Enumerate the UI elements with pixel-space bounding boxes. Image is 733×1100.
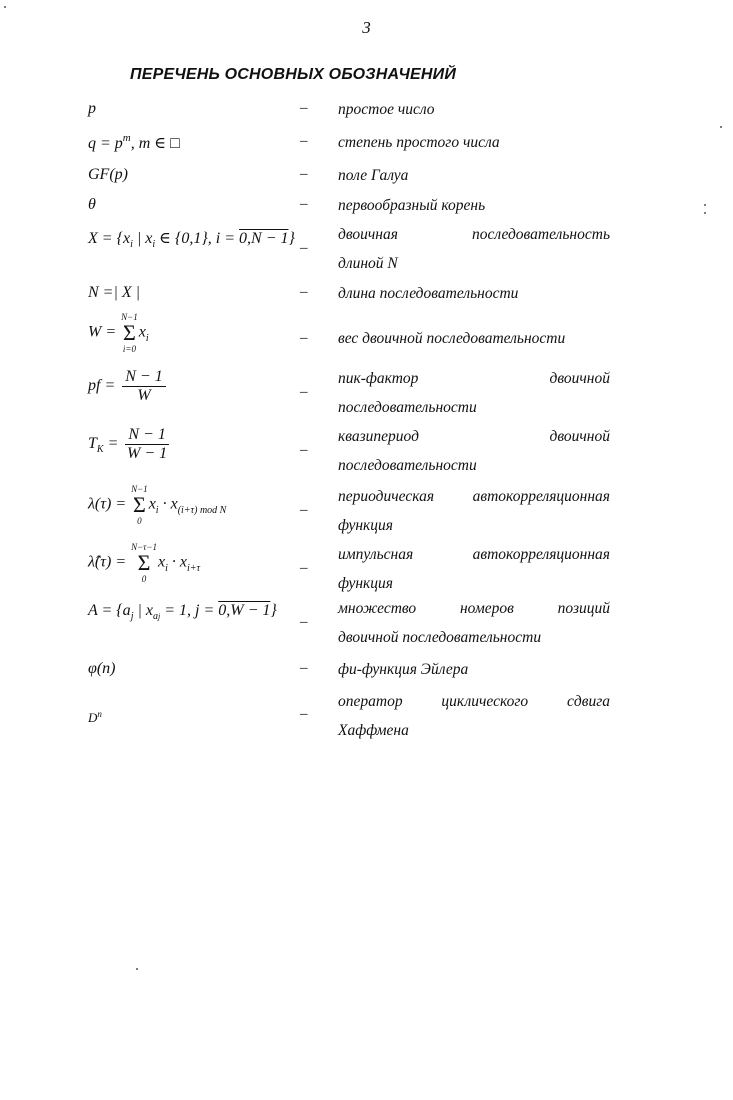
description: степень простого числа [338, 134, 500, 151]
sum-icon [121, 312, 138, 354]
sum-upper: N−τ−1 [131, 542, 157, 552]
sym-set-open: = {x [97, 230, 131, 247]
symbol [88, 542, 200, 584]
sym-sub-i: i [145, 332, 149, 344]
separator: – [300, 166, 308, 182]
description [338, 422, 610, 480]
sym-bar: | x [132, 230, 153, 247]
description: простое число [338, 101, 435, 118]
description-line: Хаффмена [338, 722, 409, 739]
description [338, 594, 610, 652]
separator: – [300, 100, 308, 116]
sym-A: A = {a [88, 602, 131, 619]
symbol: θ [88, 196, 96, 213]
sym-eq: = [100, 135, 111, 152]
separator: – [300, 442, 308, 458]
separator: – [300, 133, 308, 149]
separator: – [300, 330, 308, 346]
sym-eq: = [105, 323, 117, 341]
denominator: W [137, 387, 151, 404]
sym-X: X [88, 230, 98, 247]
sym-exp-m: m [122, 132, 131, 144]
description [338, 687, 610, 745]
description-line: длиной N [338, 255, 398, 272]
sym-dot: · x [167, 553, 187, 571]
separator: – [300, 706, 308, 722]
scan-speck [4, 6, 6, 8]
sym-x: x [157, 553, 166, 571]
description [338, 220, 610, 278]
sym-lambda-hat: λ̂(τ) = [88, 553, 127, 571]
description: фи-функция Эйлера [338, 661, 469, 678]
sym-sub-mod: (i+τ) mod N [177, 504, 227, 516]
sym-dot: · x [158, 495, 178, 513]
sym-eq-one: = 1, j = [160, 602, 219, 619]
sym-sub-i: i [155, 504, 159, 516]
sym-subsub-j: j [157, 612, 161, 621]
description: вес двоичной последовательности [338, 330, 566, 347]
symbol [88, 426, 169, 463]
description-line: импульсная автокорреляционная [338, 546, 610, 563]
description-line: периодическая автокорреляционная [338, 488, 610, 505]
sum-icon [131, 484, 148, 526]
sigma: Σ [132, 492, 146, 517]
description-line: двоичной последовательности [338, 629, 542, 646]
sym-in: ∈ {0,1}, i = [155, 230, 240, 247]
fraction [122, 368, 165, 405]
sym-D: D [88, 710, 98, 725]
symbol [88, 312, 149, 354]
description: поле Галуа [338, 167, 409, 184]
sym-exp-n: n [97, 709, 102, 719]
denominator: W − 1 [127, 445, 168, 462]
separator: – [300, 502, 308, 518]
sum-lower: i=0 [122, 344, 136, 354]
symbol [88, 368, 166, 405]
symbol: N =| X | [88, 284, 141, 301]
sym-set-close: } [270, 602, 277, 619]
sym-p: p [114, 135, 123, 152]
description-line: функция [338, 517, 394, 534]
separator: – [300, 560, 308, 576]
sym-range: 0,W − 1 [218, 602, 271, 619]
page-number: 3 [362, 18, 371, 37]
scan-speck [704, 204, 706, 206]
scan-speck [136, 968, 138, 970]
sym-bar: | x [133, 602, 153, 619]
separator: – [300, 660, 308, 676]
sum-lower: 0 [137, 516, 142, 526]
sigma: Σ [137, 550, 151, 575]
description [338, 364, 610, 422]
numerator: N − 1 [122, 368, 165, 387]
sym-lambda: λ(τ) = [88, 495, 127, 513]
separator: – [300, 384, 308, 400]
sym-range: 0,N − 1 [239, 230, 289, 247]
sym-sub-K: K [96, 444, 104, 456]
scan-speck [720, 126, 722, 128]
description-line: множество номеров позиций [338, 600, 610, 617]
sym-T: T [88, 435, 97, 453]
symbol [88, 710, 102, 726]
description-line: оператор циклического сдвига [338, 693, 610, 710]
description [338, 482, 610, 540]
separator: – [300, 240, 308, 256]
separator: – [300, 614, 308, 630]
description-line: функция [338, 575, 394, 592]
symbol [88, 228, 295, 248]
description-line: квазипериод двоичной [338, 428, 610, 445]
description-line: пик-фактор двоичной [338, 370, 610, 387]
description: первообразный корень [338, 197, 486, 214]
sym-m-set: , m ∈ [130, 135, 171, 152]
description-line: последовательности [338, 457, 477, 474]
symbol: p [88, 100, 96, 117]
scan-speck [704, 212, 706, 214]
symbol [88, 484, 226, 526]
separator: – [300, 284, 308, 300]
sum-upper: N−1 [131, 484, 148, 494]
sym-sub-j: j [130, 611, 134, 622]
sym-eq: = [107, 435, 119, 453]
sym-sub-i: i [165, 562, 168, 574]
sum-lower: 0 [141, 574, 147, 584]
sym-sub-a: a [152, 611, 158, 622]
separator: – [300, 196, 308, 212]
page-title: ПЕРЕЧЕНЬ ОСНОВНЫХ ОБОЗНАЧЕНИЙ [130, 66, 457, 83]
sym-sub-itau: i+τ [186, 562, 201, 574]
sym-eq: = [104, 377, 116, 395]
sum-icon [131, 542, 157, 584]
sym-x: x [148, 495, 156, 513]
description-line: двоичная последовательность [338, 226, 610, 243]
symbol: GF(p) [88, 166, 128, 183]
description-line: последовательности [338, 399, 477, 416]
sym-W: W [88, 323, 102, 341]
fraction [125, 426, 168, 463]
sym-q: q [88, 135, 96, 152]
sigma: Σ [123, 320, 136, 345]
sym-sub-i: i [152, 239, 156, 250]
box-icon: □ [170, 135, 180, 152]
numerator: N − 1 [125, 426, 168, 445]
symbol: φ(n) [88, 660, 116, 677]
description [338, 540, 610, 598]
symbol [88, 602, 277, 620]
sum-upper: N−1 [121, 312, 138, 322]
sym-set-close: } [288, 230, 295, 247]
description: длина последовательности [338, 285, 519, 302]
sym-pf: pf [88, 377, 101, 395]
symbol [88, 133, 180, 153]
sym-sub-i: i [130, 239, 133, 250]
sym-x: x [138, 323, 146, 341]
